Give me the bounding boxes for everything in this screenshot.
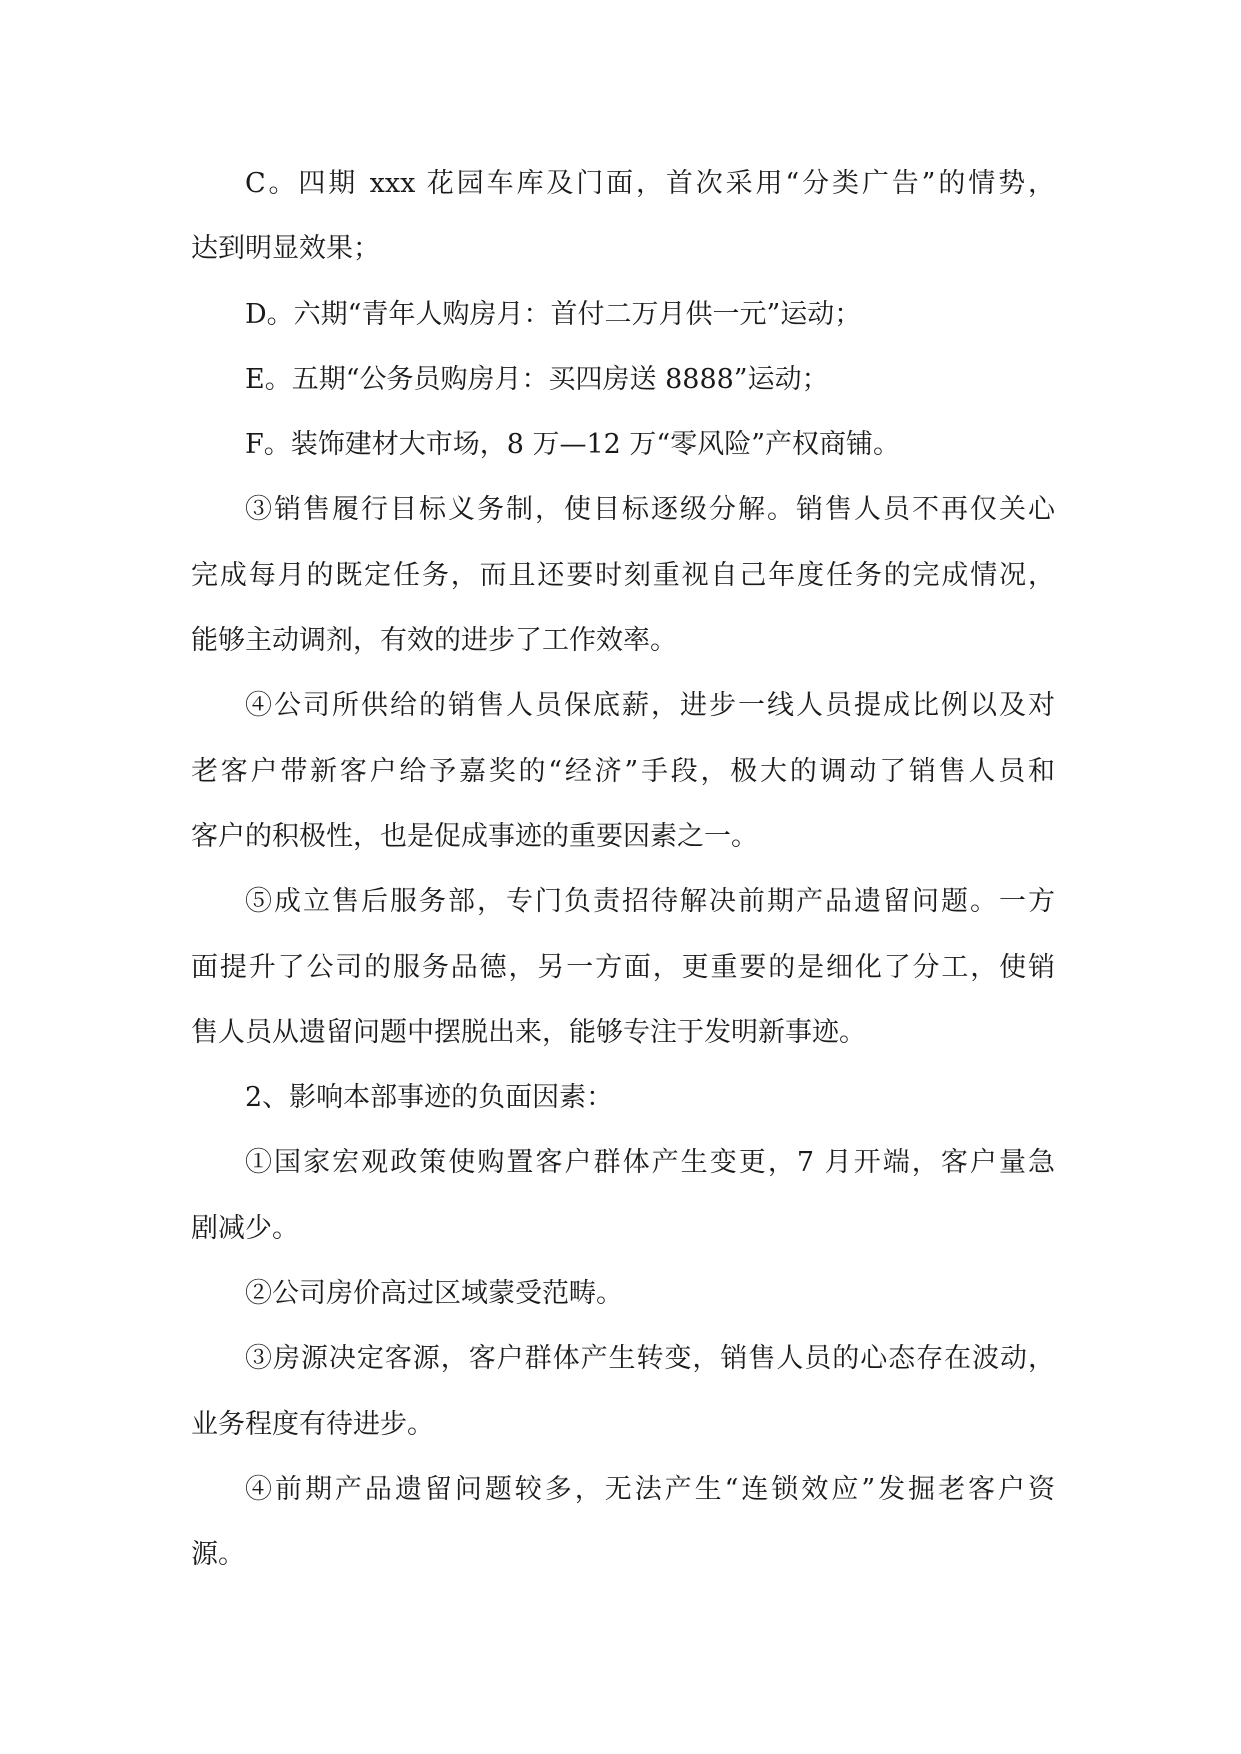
paragraph bbox=[191, 1261, 1055, 1326]
text-line: 完成每月的既定任务，而且还要时刻重视自己年度任务的完成情况， bbox=[191, 559, 1055, 591]
paragraph bbox=[191, 412, 1055, 477]
text-line: D。六期“青年人购房月：首付二万月供一元”运动； bbox=[245, 298, 862, 330]
text-line: E。五期“公务员购房月：买四房送 8888”运动； bbox=[245, 363, 829, 395]
text-line: 源。 bbox=[191, 1539, 245, 1571]
text-line: 能够主动调剂，有效的进步了工作效率。 bbox=[191, 625, 677, 657]
text-line: F。装饰建材大市场，8 万—12 万“零风险”产权商铺。 bbox=[245, 429, 901, 461]
text-line: 客户的积极性，也是促成事迹的重要因素之一。 bbox=[191, 820, 758, 852]
paragraph bbox=[191, 151, 1055, 282]
text-line: ①国家宏观政策使购置客户群体产生变更，7 月开端，客户量急 bbox=[245, 1147, 1055, 1179]
text-line: 2、影响本部事迹的负面因素： bbox=[245, 1082, 614, 1114]
paragraph bbox=[191, 477, 1055, 673]
text-line: C。四期 xxx 花园车库及门面，首次采用“分类广告”的情势， bbox=[245, 168, 1055, 199]
paragraph bbox=[191, 282, 1055, 347]
text-line: ②公司房价高过区域蒙受范畴。 bbox=[245, 1278, 623, 1310]
text-line: ③销售履行目标义务制，使目标逐级分解。销售人员不再仅关心 bbox=[245, 494, 1055, 526]
text-line: ⑤成立售后服务部，专门负责招待解决前期产品遗留问题。一方 bbox=[245, 886, 1055, 918]
body-text bbox=[191, 151, 1055, 1588]
text-line: ④前期产品遗留问题较多，无法产生“连锁效应”发掘老客户资 bbox=[245, 1473, 1055, 1505]
text-line: 剧减少。 bbox=[191, 1212, 299, 1244]
text-line: 面提升了公司的服务品德，另一方面，更重要的是细化了分工，使销 bbox=[191, 951, 1055, 983]
paragraph bbox=[191, 347, 1055, 412]
paragraph bbox=[191, 1326, 1055, 1457]
text-line: 达到明显效果； bbox=[191, 233, 380, 265]
section-heading bbox=[191, 1065, 1055, 1130]
paragraph bbox=[191, 1130, 1055, 1261]
paragraph bbox=[191, 869, 1055, 1065]
paragraph bbox=[191, 673, 1055, 869]
text-line: ③房源决定客源，客户群体产生转变，销售人员的心态存在波动， bbox=[245, 1343, 1055, 1375]
text-line: 老客户带新客户给予嘉奖的“经济”手段，极大的调动了销售人员和 bbox=[191, 755, 1055, 787]
text-line: 售人员从遗留问题中摆脱出来，能够专注于发明新事迹。 bbox=[191, 1016, 866, 1048]
text-line: 业务程度有待进步。 bbox=[191, 1408, 434, 1440]
text-line: ④公司所供给的销售人员保底薪，进步一线人员提成比例以及对 bbox=[245, 690, 1055, 722]
paragraph bbox=[191, 1457, 1055, 1588]
